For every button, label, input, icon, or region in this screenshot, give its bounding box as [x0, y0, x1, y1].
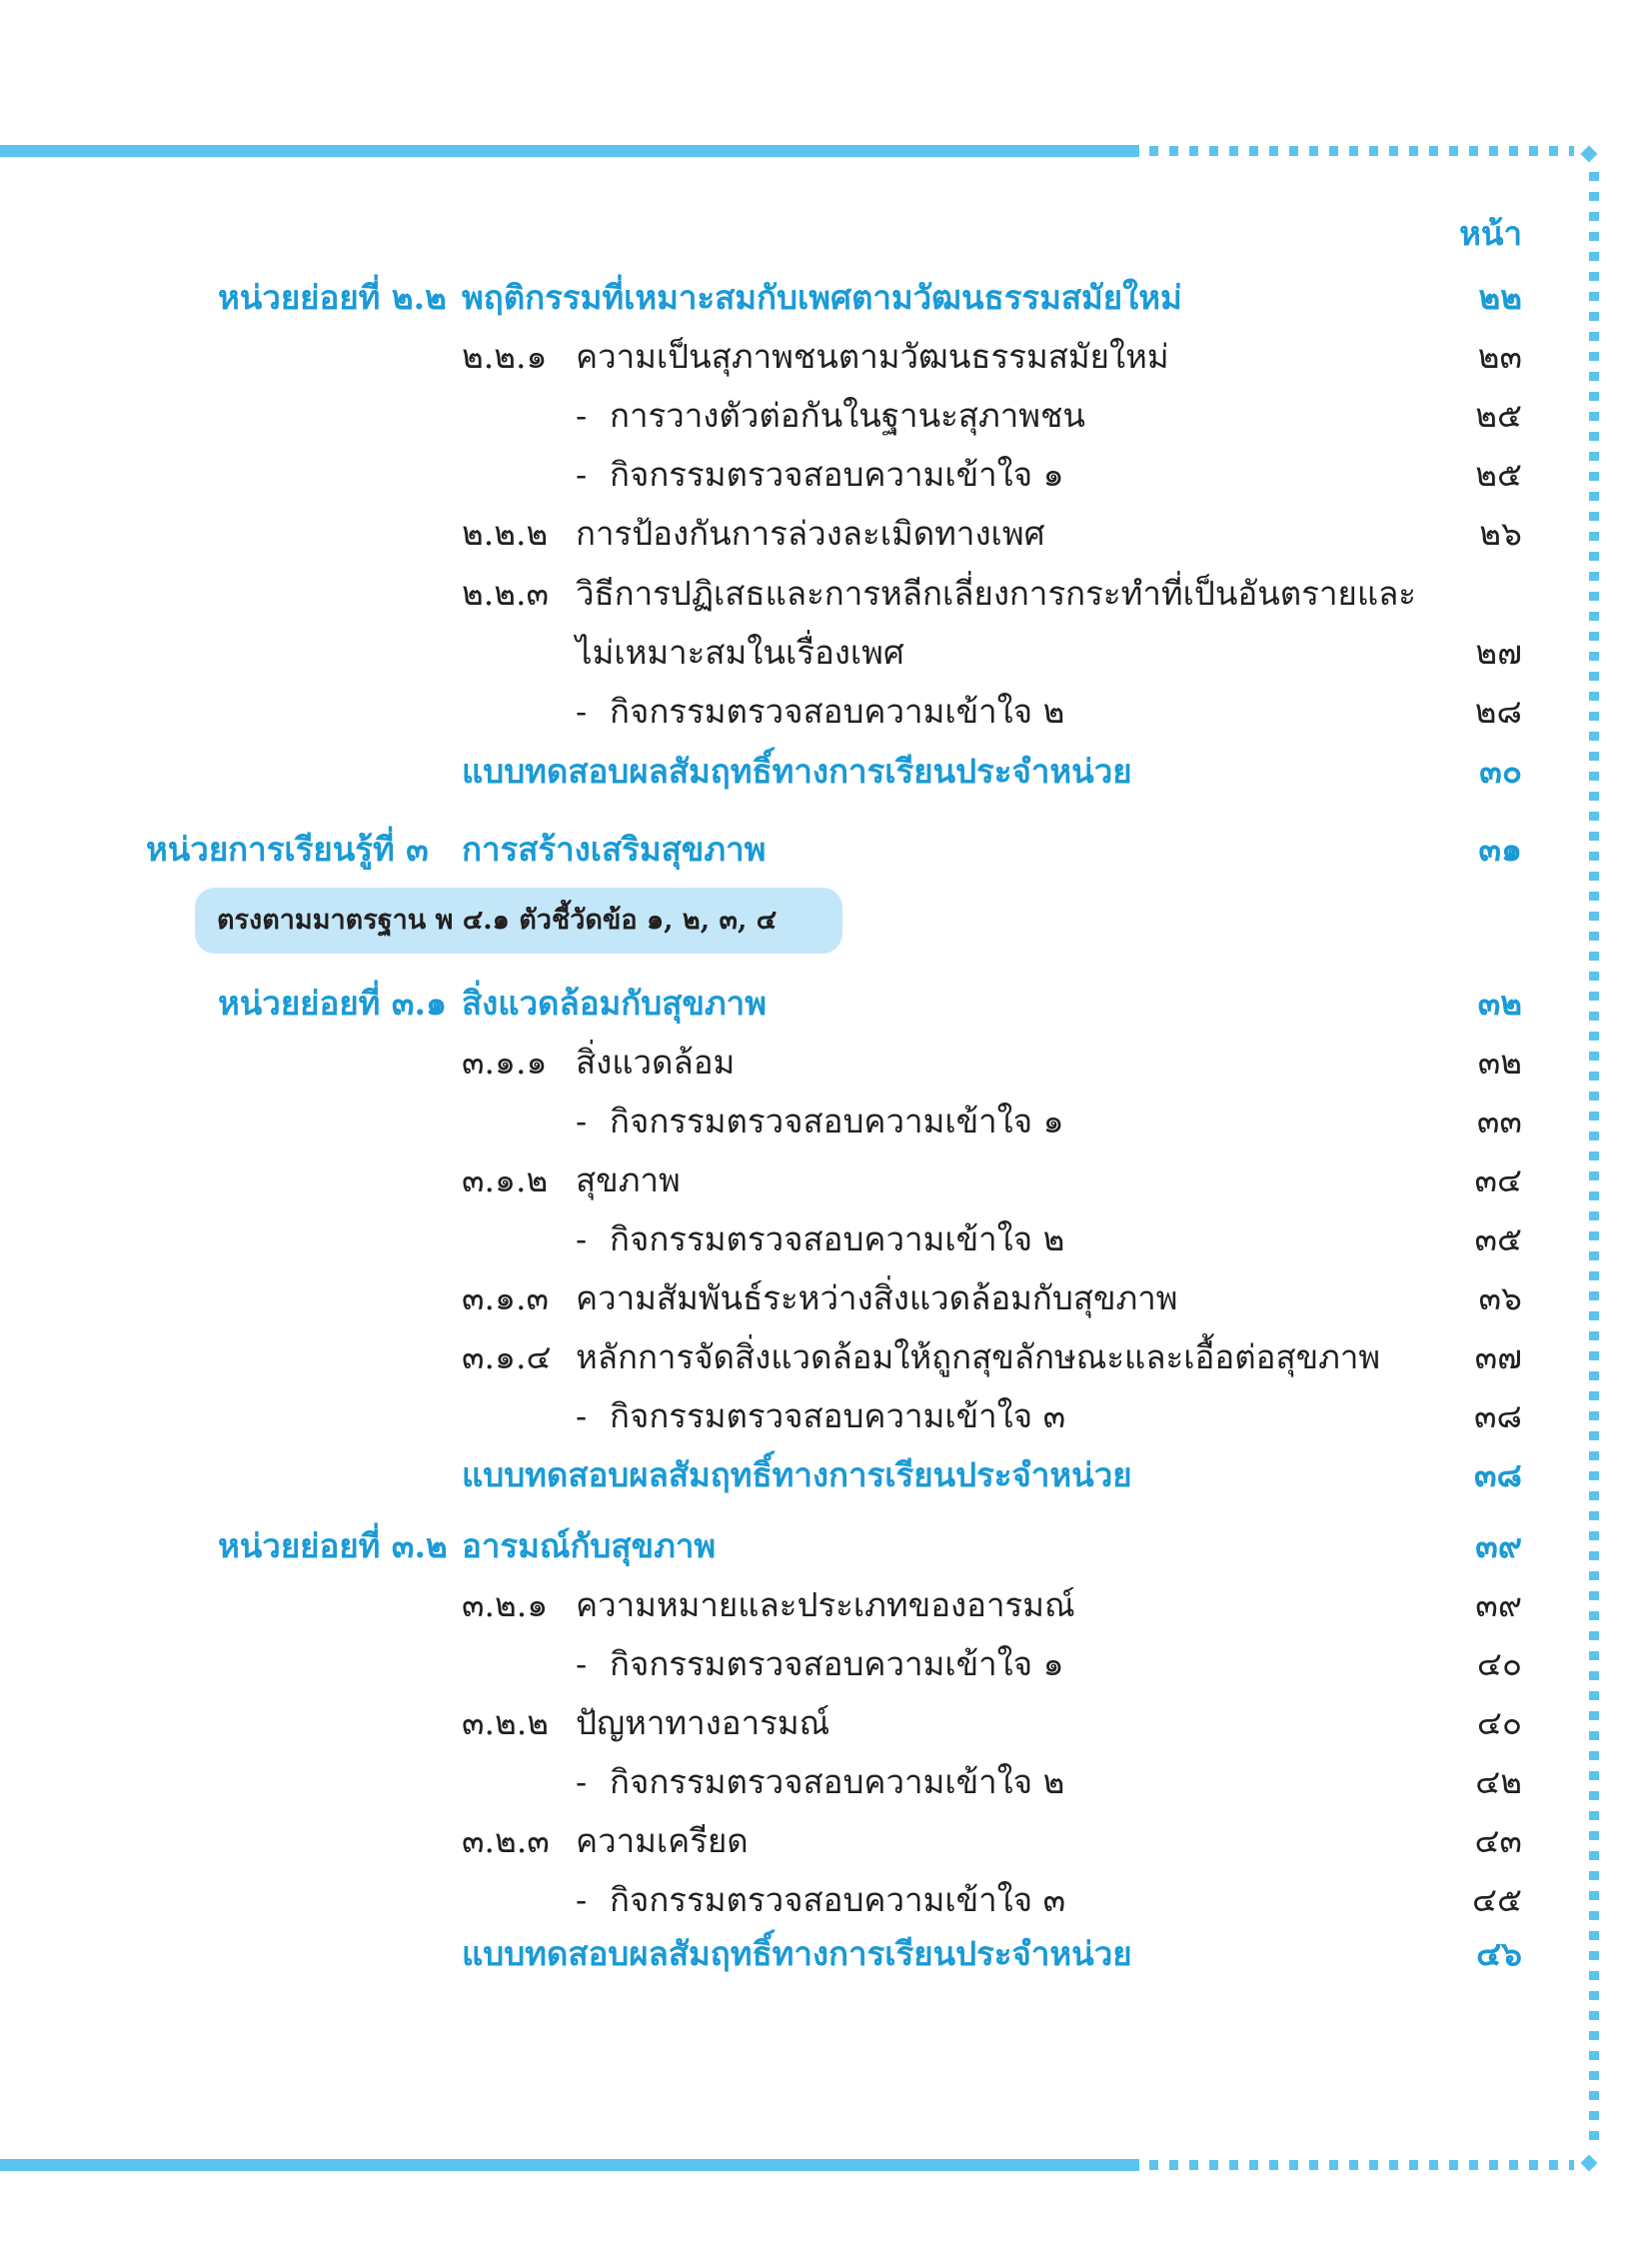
topic-title: ความเป็นสุภาพชนตามวัฒนธรรมสมัยใหม่: [576, 337, 1169, 376]
page-number: ๒๗: [1475, 633, 1522, 672]
subunit-title: พฤติกรรมที่เหมาะสมกับเพศตามวัฒนธรรมสมัยใหม่: [462, 278, 1182, 317]
page-number: ๓๐: [1479, 752, 1522, 791]
toc-bullet-row[interactable]: [0, 390, 1652, 446]
bullet-dash: -: [576, 1762, 588, 1801]
frame-corner-bottom-right: [1581, 2155, 1598, 2172]
topic-number: ๓.๒.๒: [462, 1703, 550, 1742]
topic-number: ๓.๑.๓: [462, 1278, 550, 1317]
page-number: ๓๘: [1473, 1455, 1522, 1494]
toc-topic-row[interactable]: [0, 1331, 1652, 1387]
page-number: ๔๕: [1472, 1880, 1522, 1919]
topic-title: ความสัมพันธ์ระหว่างสิ่งแวดล้อมกับสุขภาพ: [576, 1278, 1178, 1317]
toc-unit-row[interactable]: [0, 824, 1652, 880]
unit-test-title: แบบทดสอบผลสัมฤทธิ์ทางการเรียนประจำหน่วย: [462, 752, 1132, 791]
page-number: ๔๐: [1476, 1703, 1522, 1742]
page-number: ๒๒: [1478, 278, 1522, 317]
bullet-title: กิจกรรมตรวจสอบความเข้าใจ ๑: [610, 1644, 1064, 1683]
page-number: ๔๖: [1476, 1934, 1522, 1973]
unit-label: หน่วยการเรียนรู้ที่ ๓: [146, 830, 429, 869]
unit-test-title: แบบทดสอบผลสัมฤทธิ์ทางการเรียนประจำหน่วย: [462, 1455, 1132, 1494]
toc-topic-row[interactable]: [0, 1815, 1652, 1871]
page-number: ๓๔: [1474, 1160, 1522, 1199]
page-number: ๒๓: [1477, 337, 1522, 376]
page-number: ๒๘: [1474, 692, 1522, 731]
topic-title: หลักการจัดสิ่งแวดล้อมให้ถูกสุขลักษณะและเอื้อต่อสุขภาพ: [576, 1337, 1381, 1376]
frame-bottom-dots: [1149, 2160, 1574, 2170]
bullet-dash: -: [576, 1880, 588, 1919]
standard-badge: [195, 888, 842, 954]
toc-topic-row[interactable]: [0, 1272, 1652, 1328]
toc-subunit-row[interactable]: [0, 978, 1652, 1034]
topic-number: ๒.๒.๒: [462, 514, 549, 553]
toc-bullet-row[interactable]: [0, 1756, 1652, 1812]
bullet-title: กิจกรรมตรวจสอบความเข้าใจ ๒: [610, 1762, 1065, 1801]
frame-corner-top-right: [1581, 146, 1598, 163]
bullet-dash: -: [576, 692, 588, 731]
topic-number: ๓.๑.๒: [462, 1160, 549, 1199]
page-number: ๓๒: [1477, 1043, 1522, 1082]
toc-topic-row[interactable]: [0, 1579, 1652, 1635]
toc-subunit-row[interactable]: [0, 1520, 1652, 1576]
toc-bullet-row[interactable]: [0, 1096, 1652, 1151]
toc-bullet-row[interactable]: [0, 1213, 1652, 1269]
bullet-title: กิจกรรมตรวจสอบความเข้าใจ ๑: [610, 455, 1064, 494]
subunit-title: อารมณ์กับสุขภาพ: [462, 1526, 717, 1565]
toc-bullet-row[interactable]: [0, 686, 1652, 742]
standard-text: ตรงตามมาตรฐาน พ ๔.๑ ตัวชี้วัดข้อ ๑, ๒, ๓, ๔: [217, 905, 778, 936]
page-column-header: หน้า: [1459, 214, 1522, 253]
subunit-label: หน่วยย่อยที่ ๓.๒: [218, 1526, 448, 1565]
page-number: ๔๓: [1474, 1821, 1522, 1860]
bullet-title: กิจกรรมตรวจสอบความเข้าใจ ๒: [610, 1219, 1065, 1258]
topic-title: สุขภาพ: [576, 1160, 681, 1199]
toc-topic-row[interactable]: [0, 508, 1652, 564]
unit-title: การสร้างเสริมสุขภาพ: [462, 830, 767, 869]
page-number: ๒๖: [1479, 514, 1522, 553]
bullet-title: กิจกรรมตรวจสอบความเข้าใจ ๑: [610, 1102, 1064, 1140]
toc-bullet-row[interactable]: [0, 1874, 1652, 1930]
topic-number: ๓.๑.๔: [462, 1337, 552, 1376]
toc-subunit-row[interactable]: [0, 272, 1652, 328]
bullet-title: การวางตัวต่อกันในฐานะสุภาพชน: [610, 396, 1085, 435]
bullet-dash: -: [576, 396, 588, 435]
bullet-title: กิจกรรมตรวจสอบความเข้าใจ ๒: [610, 692, 1065, 731]
page-number: ๓๗: [1474, 1337, 1522, 1376]
subunit-label: หน่วยย่อยที่ ๓.๑: [218, 984, 447, 1023]
page-number: ๓๘: [1473, 1396, 1522, 1435]
frame-top-bar: [0, 145, 1139, 157]
bullet-dash: -: [576, 1102, 588, 1140]
page-number: ๓๑: [1478, 830, 1522, 869]
unit-test-title: แบบทดสอบผลสัมฤทธิ์ทางการเรียนประจำหน่วย: [462, 1934, 1132, 1973]
toc-topic-row[interactable]: [0, 331, 1652, 387]
topic-number: ๒.๒.๓: [462, 574, 550, 613]
subunit-title: สิ่งแวดล้อมกับสุขภาพ: [462, 984, 767, 1023]
topic-title: การป้องกันการล่วงละเมิดทางเพศ: [576, 514, 1045, 553]
topic-title-continued: ไม่เหมาะสมในเรื่องเพศ: [576, 633, 904, 672]
page-number: ๒๕: [1475, 396, 1522, 435]
subunit-label: หน่วยย่อยที่ ๒.๒: [218, 278, 447, 317]
toc-topic-row[interactable]: [0, 568, 1652, 624]
toc-bullet-row[interactable]: [0, 1638, 1652, 1694]
toc-unit-test-row[interactable]: [0, 746, 1652, 802]
toc-topic-row[interactable]: [0, 1697, 1652, 1753]
page-number: ๓๖: [1478, 1278, 1522, 1317]
topic-title: ความเครียด: [576, 1821, 749, 1860]
page-number: ๓๒: [1477, 984, 1522, 1023]
topic-title: สิ่งแวดล้อม: [576, 1043, 736, 1082]
topic-title: ความหมายและประเภทของอารมณ์: [576, 1585, 1075, 1624]
page-number: ๒๕: [1475, 455, 1522, 494]
toc-bullet-row[interactable]: [0, 1390, 1652, 1446]
page-number: ๓๕: [1474, 1219, 1522, 1258]
topic-number: ๒.๒.๑: [462, 337, 548, 376]
topic-number: ๓.๒.๓: [462, 1821, 550, 1860]
toc-unit-test-row[interactable]: [0, 1928, 1652, 1984]
topic-title: ปัญหาทางอารมณ์: [576, 1703, 830, 1742]
toc-bullet-row[interactable]: [0, 449, 1652, 505]
topic-title: วิธีการปฏิเสธและการหลีกเลี่ยงการกระทำที่เป็นอันตรายและ: [576, 574, 1417, 613]
topic-number: ๓.๒.๑: [462, 1585, 549, 1624]
bullet-dash: -: [576, 1396, 588, 1435]
page-number: ๓๙: [1475, 1526, 1522, 1565]
topic-number: ๓.๑.๑: [462, 1043, 548, 1082]
bullet-dash: -: [576, 1644, 588, 1683]
toc-topic-row[interactable]: [0, 1154, 1652, 1210]
bullet-dash: -: [576, 1219, 588, 1258]
bullet-dash: -: [576, 455, 588, 494]
frame-top-dots: [1149, 146, 1574, 156]
bullet-title: กิจกรรมตรวจสอบความเข้าใจ ๓: [610, 1396, 1066, 1435]
toc-unit-test-row[interactable]: [0, 1449, 1652, 1505]
toc-continuation-row[interactable]: [0, 627, 1652, 683]
page-number: ๓๓: [1476, 1102, 1522, 1140]
page-number: ๓๙: [1475, 1585, 1522, 1624]
page-number: ๔๐: [1476, 1644, 1522, 1683]
bullet-title: กิจกรรมตรวจสอบความเข้าใจ ๓: [610, 1880, 1066, 1919]
frame-bottom-bar: [0, 2159, 1139, 2171]
page-number: ๔๒: [1475, 1762, 1522, 1801]
toc-topic-row[interactable]: [0, 1037, 1652, 1093]
